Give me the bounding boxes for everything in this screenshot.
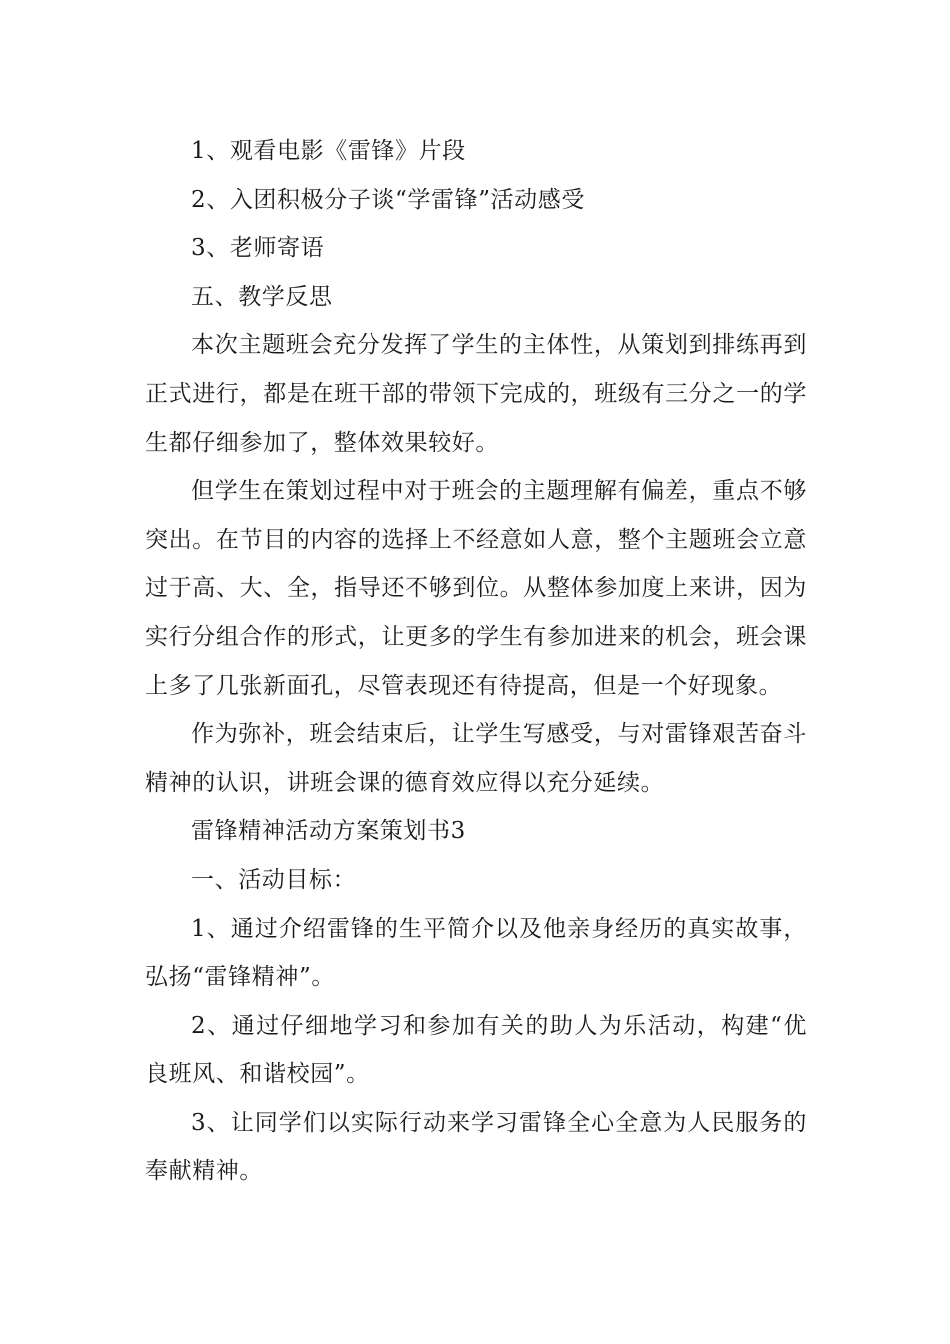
document-body <box>145 127 807 1196</box>
paragraph-reflection-3: 作为弥补，班会结束后，让学生写感受，与对雷锋艰苦奋斗精神的认识，讲班会课的德育效应得以充分延续。 <box>145 721 807 796</box>
list-item-member-talk: 2、入团积极分子谈“学雷锋”活动感受 <box>191 186 585 213</box>
paragraph-reflection-1: 本次主题班会充分发挥了学生的主体性，从策划到排练再到正式进行，都是在班干部的带领下完成的，班级有三分之一的学生都仔细参加了，整体效果较好。 <box>145 332 807 456</box>
list-item-watch-movie: 1、观看电影《雷锋》片段 <box>191 138 466 164</box>
list-item-goal-2: 2、通过仔细地学习和参加有关的助人为乐活动，构建“优良班风、和谐校园”。 <box>145 1012 807 1088</box>
section-heading-goals: 一、活动目标： <box>191 866 357 893</box>
document-section-title: 雷锋精神活动方案策划书3 <box>191 818 466 845</box>
section-heading-reflection: 五、教学反思 <box>191 283 333 310</box>
list-item-teacher-message: 3、老师寄语 <box>191 235 325 262</box>
paragraph-reflection-2: 但学生在策划过程中对于班会的主题理解有偏差，重点不够突出。在节目的内容的选择上不经意如人意，整个主题班会立意过于高、大、全，指导还不够到位。从整体参加度上来讲，因为实行分组合作的形式，让更多的学生有参加进来的机会，班会课上多了几张新面孔，尽管表现还有待提高，但是一个好现象。 <box>145 478 807 699</box>
list-item-goal-1: 1、通过介绍雷锋的生平简介以及他亲身经历的真实故事，弘扬“雷锋精神”。 <box>145 915 807 991</box>
list-item-goal-3: 3、让同学们以实际行动来学习雷锋全心全意为人民服务的奉献精神。 <box>145 1109 807 1185</box>
